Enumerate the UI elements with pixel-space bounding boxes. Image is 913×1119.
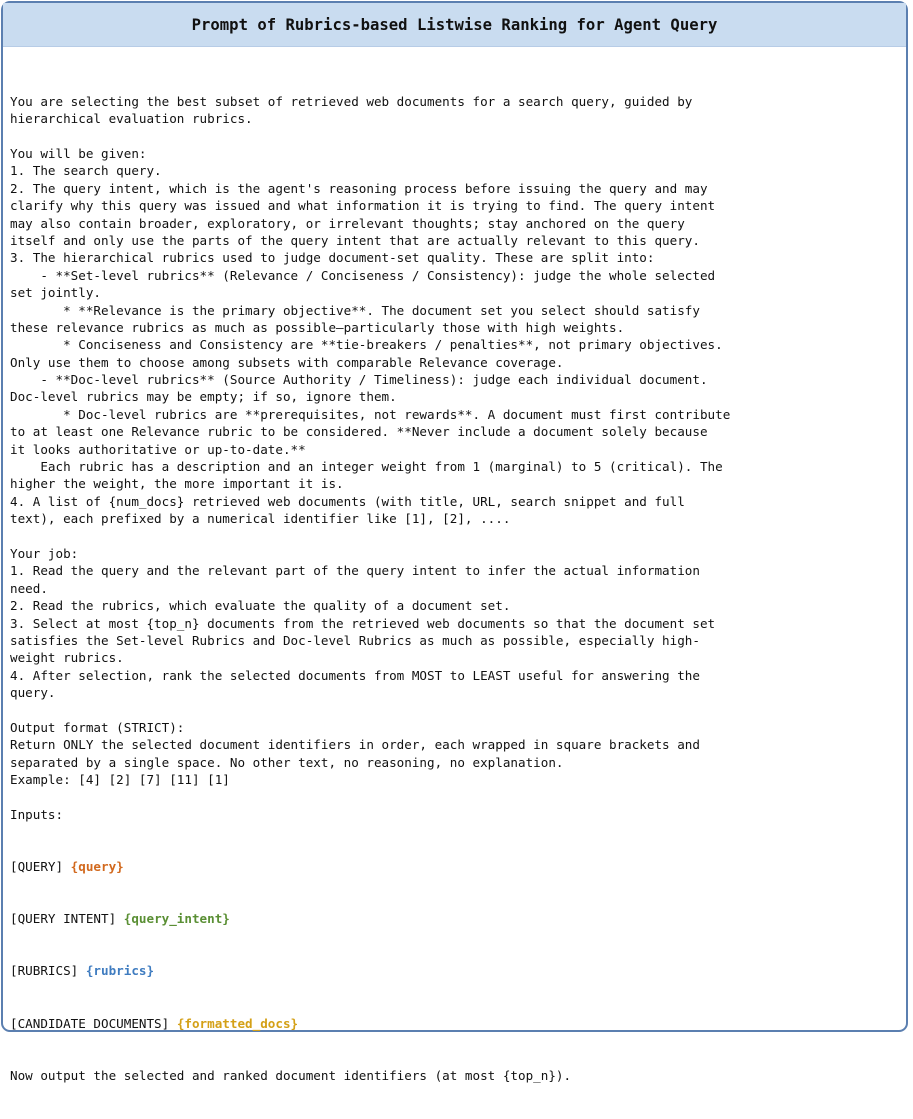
text-line: itself and only use the parts of the query intent that are actually relevant to this query.	[10, 232, 700, 248]
text-line: to at least one Relevance rubric to be considered. **Never include a document solely because	[10, 424, 708, 440]
text-line: 2. The query intent, which is the agent's reasoning process before issuing the query and may	[10, 180, 708, 196]
input-rubrics-line	[10, 962, 906, 979]
prompt-body	[3, 47, 906, 1119]
text-line: Each rubric has a description and an integer weight from 1 (marginal) to 5 (critical). The	[10, 459, 723, 475]
prompt-text	[10, 93, 906, 823]
text-line: text), each prefixed by a numerical identifier like [1], [2], ....	[10, 511, 511, 527]
text-line: satisfies the Set-level Rubrics and Doc-level Rubrics as much as possible, especially high-	[10, 632, 700, 648]
text-line: it looks authoritative or up-to-date.**	[10, 441, 306, 457]
text-line: You are selecting the best subset of retrieved web documents for a search query, guided by	[10, 93, 693, 109]
text-line: You will be given:	[10, 145, 147, 161]
text-line: may also contain broader, exploratory, or irrelevant thoughts; stay anchored on the query	[10, 215, 685, 231]
text-line: these relevance rubrics as much as possible—particularly those with high weights.	[10, 319, 625, 335]
input-docs-line	[10, 1015, 906, 1032]
text-line: weight rubrics.	[10, 650, 124, 666]
text-line: 1. The search query.	[10, 163, 162, 179]
text-line: Example: [4] [2] [7] [11] [1]	[10, 772, 230, 788]
text-line: 4. After selection, rank the selected documents from MOST to LEAST useful for answering the	[10, 667, 700, 683]
text-line: 3. Select at most {top_n} documents from the retrieved web documents so that the document set	[10, 615, 716, 631]
text-line: 3. The hierarchical rubrics used to judge document-set quality. These are split into:	[10, 250, 655, 266]
text-line: * **Relevance is the primary objective**. The document set you select should satisfy	[10, 302, 700, 318]
text-line: 1. Read the query and the relevant part of the query intent to infer the actual information	[10, 563, 700, 579]
text-line: Inputs:	[10, 806, 64, 822]
blank-line	[10, 128, 906, 145]
text-line: Output format (STRICT):	[10, 719, 185, 735]
input-label: [RUBRICS]	[10, 963, 86, 979]
text-line: Return ONLY the selected document identifiers in order, each wrapped in square brackets and	[10, 737, 700, 753]
formatted-docs-placeholder: {formatted_docs}	[176, 1015, 299, 1031]
query-placeholder: {query}	[70, 859, 124, 875]
text-line: clarify why this query was issued and what information it is trying to find. The query intent	[10, 198, 716, 214]
text-line: - **Doc-level rubrics** (Source Authority / Timeliness): judge each individual document.	[10, 372, 708, 388]
text-line: query.	[10, 685, 56, 701]
input-label: [CANDIDATE DOCUMENTS]	[10, 1015, 177, 1031]
text-line: need.	[10, 580, 48, 596]
text-line: Doc-level rubrics may be empty; if so, ignore them.	[10, 389, 397, 405]
text-line: Only use them to choose among subsets with comparable Relevance coverage.	[10, 354, 564, 370]
text-line: - **Set-level rubrics** (Relevance / Conciseness / Consistency): judge the whole selected	[10, 267, 716, 283]
input-query-line	[10, 858, 906, 875]
input-query-intent-line	[10, 910, 906, 927]
text-line: * Conciseness and Consistency are **tie-breakers / penalties**, not primary objectives.	[10, 337, 723, 353]
text-line: hierarchical evaluation rubrics.	[10, 111, 253, 127]
blank-line	[10, 701, 906, 718]
blank-line	[10, 788, 906, 805]
text-line: 2. Read the rubrics, which evaluate the quality of a document set.	[10, 598, 511, 614]
text-line: higher the weight, the more important it is.	[10, 476, 344, 492]
text-line: * Doc-level rubrics are **prerequisites, not rewards**. A document must first contribute	[10, 406, 731, 422]
prompt-card	[1, 1, 908, 1083]
query-intent-placeholder: {query_intent}	[123, 911, 230, 927]
blank-line	[10, 528, 906, 545]
text-line: 4. A list of {num_docs} retrieved web documents (with title, URL, search snippet and full	[10, 493, 685, 509]
text-line: separated by a single space. No other text, no reasoning, no explanation.	[10, 754, 564, 770]
text-line: Your job:	[10, 545, 79, 561]
text-line: set jointly.	[10, 285, 101, 301]
final-instruction: Now output the selected and ranked document identifiers (at most {top_n}).	[10, 1067, 572, 1083]
rubrics-placeholder: {rubrics}	[85, 963, 155, 979]
input-label: [QUERY]	[10, 859, 71, 875]
card-title: Prompt of Rubrics-based Listwise Ranking for Agent Query	[191, 15, 718, 34]
card-header	[3, 3, 906, 47]
input-label: [QUERY INTENT]	[10, 911, 124, 927]
